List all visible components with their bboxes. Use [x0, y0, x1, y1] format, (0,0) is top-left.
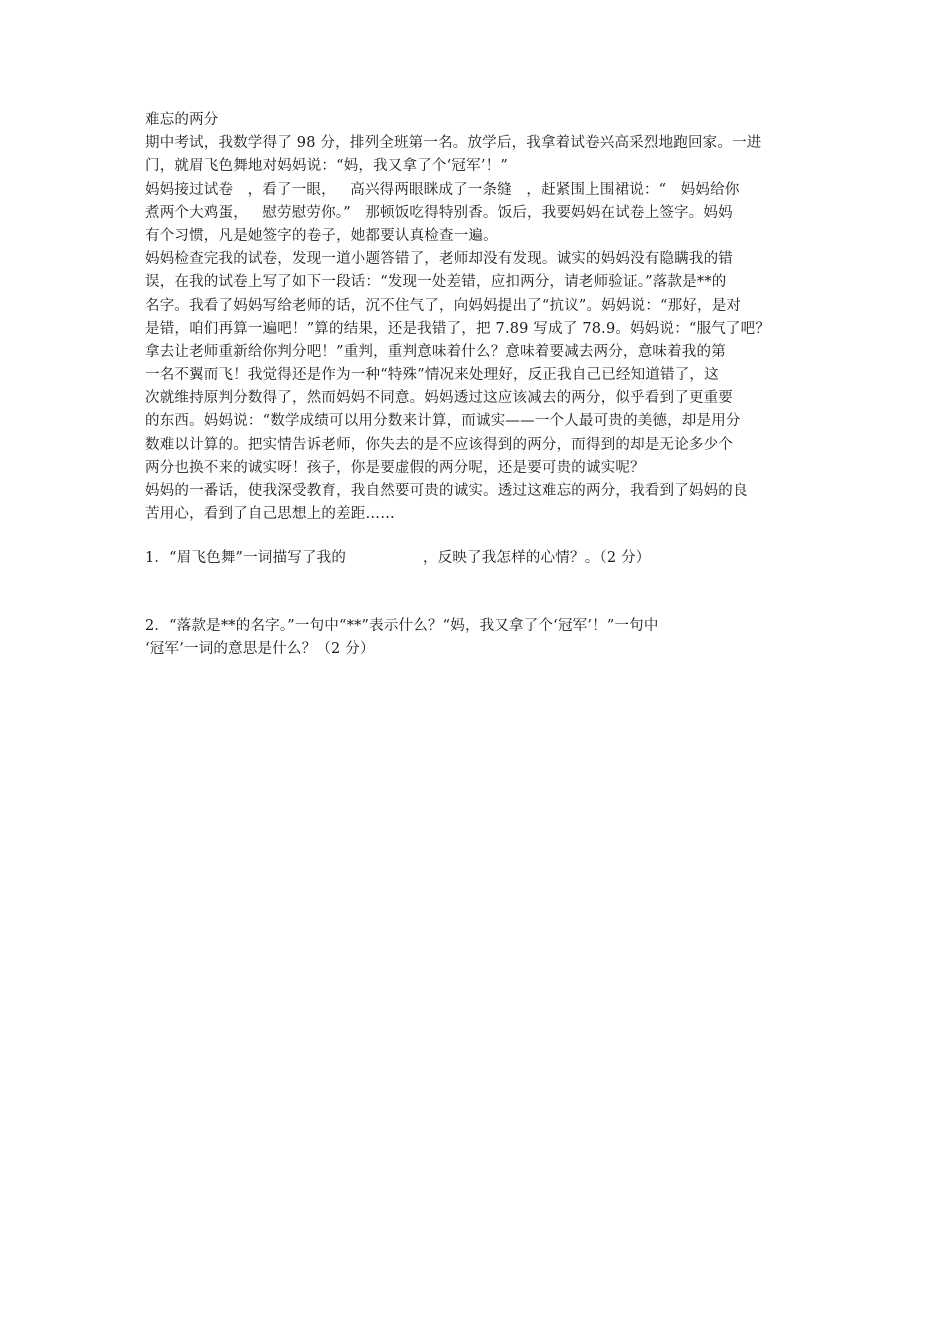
paragraph-line: 的东西。妈妈说：“数学成绩可以用分数来计算，而诚实——一个人最可贵的美德，却是用分: [145, 413, 741, 430]
question-1: [145, 547, 815, 570]
paragraph-line: 数难以计算的。把实情告诉老师，你失去的是不应该得到的两分，而得到的却是无论多少个: [145, 436, 733, 453]
paragraph-line: 拿去让老师重新给你判分吧！”重判，重判意味着什么？意味着要减去两分，意味着我的第: [145, 343, 726, 360]
paragraph-line: 次就维持原判分数得了，然而妈妈不同意。妈妈透过这应该减去的两分，似乎看到了更重要: [145, 390, 733, 407]
paragraph-line: 有个习惯，凡是她签字的卷子，她都要认真检查一遍。: [145, 227, 498, 244]
question-line: ‘冠军’一词的意思是什么？（2 分）: [145, 640, 375, 657]
paragraph-line: 误，在我的试卷上写了如下一段话：“发现一处差错，应扣两分，请老师验证。”落款是**的: [145, 274, 727, 291]
paragraph-line: 是错，咱们再算一遍吧！”算的结果，还是我错了，把 7.89 写成了 78.9。妈妈说：“服气了吧？: [145, 320, 771, 337]
paragraph-4: [145, 480, 815, 526]
paragraph-line: 门，就眉飞色舞地对妈妈说：“妈，我又拿了个‘冠军’！”: [145, 158, 508, 175]
paragraph-3: [145, 248, 815, 480]
paragraph-line: 名字。我看了妈妈写给老师的话，沉不住气了，向妈妈提出了“抗议”。妈妈说：“那好，是对: [145, 297, 742, 314]
paragraph-line: 妈妈的一番话，使我深受教育，我自然要可贵的诚实。透过这难忘的两分，我看到了妈妈的良: [145, 483, 748, 499]
question-2: [145, 615, 815, 661]
question-line: 2．“落款是**的名字。”一句中“**”表示什么？“妈，我又拿了个‘冠军’！”一句中: [145, 617, 659, 634]
paragraph-line: 一名不翼而飞！我觉得还是作为一种“特殊”情况来处理好，反正我自己已经知道错了，这: [145, 367, 719, 384]
paragraph-2: [145, 179, 815, 249]
document-title: 难忘的两分: [145, 112, 219, 128]
document-page: [145, 109, 815, 661]
paragraph-1: [145, 132, 815, 178]
question-line: 1．“眉飞色舞”一词描写了我的 ，反映了我怎样的心情？。（2 分）: [145, 550, 651, 567]
paragraph-line: 煮两个大鸡蛋， 慰劳慰劳你。” 那顿饭吃得特别香。饭后，我要妈妈在试卷上签字。妈妈: [145, 204, 733, 221]
paragraph-line: 妈妈检查完我的试卷，发现一道小题答错了，老师却没有发现。诚实的妈妈没有隐瞒我的错: [145, 251, 733, 268]
paragraph-line: 两分也换不来的诚实呀！孩子，你是要虚假的两分呢，还是要可贵的诚实呢？: [145, 459, 645, 476]
paragraph-line: 妈妈接过试卷 ，看了一眼， 高兴得两眼眯成了一条缝 ，赶紧围上围裙说：“ 妈妈给你: [145, 181, 740, 198]
paragraph-line: 苦用心，看到了自己思想上的差距……: [145, 506, 395, 523]
paragraph-line: 期中考试，我数学得了 98 分，排列全班第一名。放学后，我拿着试卷兴高采烈地跑回家。一进: [145, 135, 762, 152]
